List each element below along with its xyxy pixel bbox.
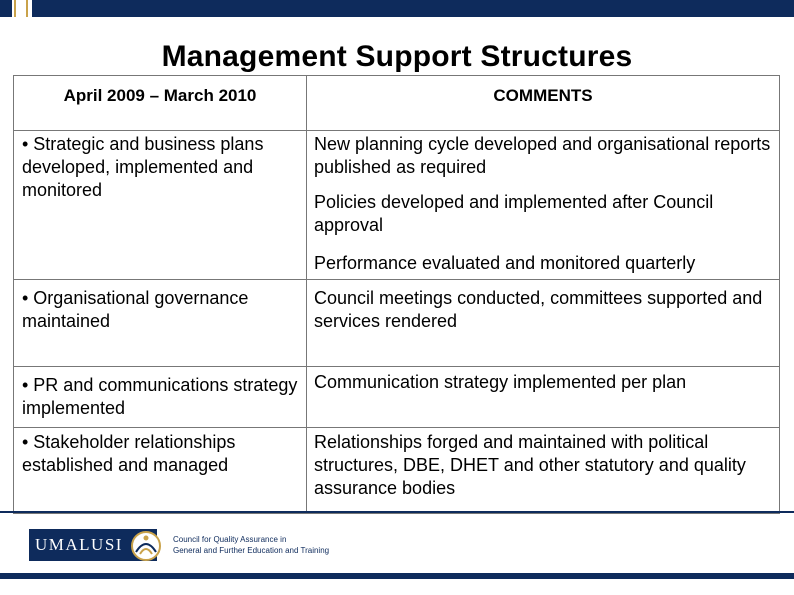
row-item: • Organisational governance maintained [22,288,249,331]
row-comment: Relationships forged and maintained with political structures, DBE, DHET and other statutory and quality assurance bodies [314,432,746,498]
footer-tagline [173,534,329,556]
row-item: • PR and communications strategy implemented [22,375,298,418]
support-structures-table [13,75,780,514]
table-row [14,428,780,514]
banner-segment [0,0,12,17]
row-comment: Performance evaluated and monitored quarterly [314,253,696,273]
row-comment: Council meetings conducted, committees supported and services rendered [314,288,763,331]
umalusi-logo: UMALUSI [29,529,157,561]
row-comment: Communication strategy implemented per plan [314,372,687,392]
top-banner [0,0,794,17]
umalusi-emblem-icon [128,526,164,564]
comments-header: COMMENTS [307,76,780,131]
row-comment: Policies developed and implemented after Council approval [314,192,714,235]
table-row [14,131,780,280]
row-item: • Stakeholder relationships established and managed [22,432,236,475]
page-title: Management Support Structures [161,40,633,73]
tagline-line: Council for Quality Assurance in [173,535,287,544]
table-row [14,367,780,428]
table-row [14,280,780,367]
row-item: • Strategic and business plans developed, implemented and monitored [22,134,264,200]
banner-accent [26,0,28,17]
banner-accent [14,0,16,17]
banner-segment [32,0,794,17]
table-header-row [14,76,780,131]
bottom-banner [0,573,794,595]
footer-divider [0,511,794,513]
banner-segment [0,573,794,579]
tagline-line: General and Further Education and Training [173,546,330,555]
period-header: April 2009 – March 2010 [14,76,307,131]
row-comment: New planning cycle developed and organisational reports published as required [314,134,771,177]
